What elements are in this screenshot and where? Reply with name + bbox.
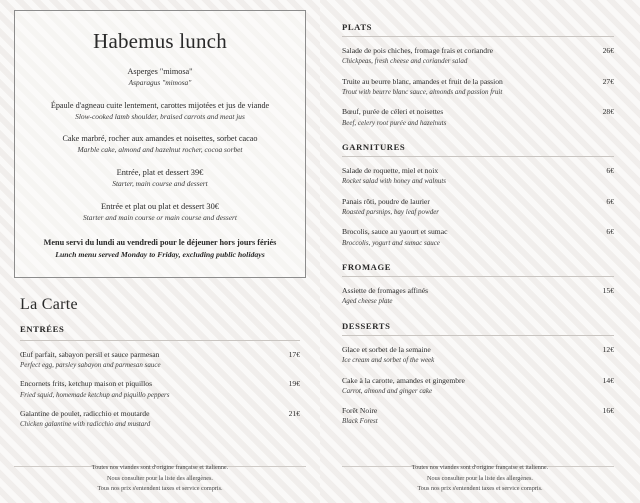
- menu-item: [342, 166, 614, 187]
- menu-item: [342, 376, 614, 397]
- lunch-price-2-fr: Entrée et plat ou plat et dessert 30€: [101, 201, 219, 211]
- menu-item-name-fr: Glace et sorbet de la semaine: [342, 344, 431, 354]
- menu-item: [342, 345, 614, 366]
- menu-item-price: 21€: [288, 409, 300, 419]
- menu-item-price: 14€: [602, 375, 614, 385]
- menu-item-name-fr: Salade de pois chiches, fromage frais et coriandre: [342, 46, 493, 55]
- section-desserts: [342, 321, 614, 427]
- lunch-course-3-en: Marble cake, almond and hazelnut rocher, cocoa sorbet: [77, 145, 243, 155]
- menu-item-name-fr: Bœuf, purée de céleri et noisettes: [342, 107, 444, 117]
- lunch-price-2-en: Starter and main course or main course and dessert: [83, 212, 237, 222]
- lunch-availability-note: [31, 237, 289, 261]
- footer-line-1: Toutes nos viandes sont d'origine française et italienne.: [91, 464, 229, 472]
- menu-item-price: 19€: [288, 379, 300, 389]
- section-plats: [342, 22, 614, 128]
- section-heading: DESSERTS: [342, 320, 391, 331]
- left-footer: [0, 463, 320, 495]
- section-divider: [342, 276, 614, 277]
- menu-item-name-fr: Salade de roquette, miel et noix: [342, 166, 439, 176]
- section-heading: PLATS: [342, 22, 373, 32]
- lunch-course-2-en: Slow-cooked lamb shoulder, braised carrots and meat jus: [75, 111, 245, 121]
- section-divider: [342, 335, 614, 336]
- section-heading: FROMAGE: [342, 262, 392, 273]
- carte-title: La Carte: [20, 295, 78, 313]
- lunch-title: Habemus lunch: [93, 29, 227, 53]
- menu-item-name-en: Ice cream and sorbet of the week: [342, 356, 435, 365]
- lunch-course-2-fr: Épaule d'agneau cuite lentement, carottes mijotées et jus de viande: [50, 100, 270, 110]
- right-column: [320, 0, 640, 503]
- menu-item: [20, 379, 300, 400]
- lunch-price-option-2: [31, 201, 289, 224]
- menu-item-name-fr: Encornets frits, ketchup maison et piquillos: [20, 379, 153, 389]
- menu-item-name-fr: Truite au beurre blanc, amandes et fruit de la passion: [342, 76, 503, 86]
- menu-item-name-en: Broccolis, yogurt and sumac sauce: [342, 238, 440, 247]
- lunch-course-1-fr: Asperges "mimosa": [127, 67, 193, 76]
- section-heading: GARNITURES: [342, 142, 406, 153]
- lunch-menu-box: [14, 10, 306, 278]
- menu-item-name-fr: Forêt Noire: [342, 406, 378, 416]
- menu-item-name-en: Fried squid, homemade ketchup and piquillo peppers: [20, 390, 170, 399]
- menu-item: [342, 107, 614, 128]
- menu-item-name-en: Trout with beurre blanc sauce, almonds and passion fruit: [342, 87, 503, 96]
- lunch-note-en: Lunch menu served Monday to Friday, excluding public holidays: [55, 250, 265, 260]
- footer-line-3: Tous nos prix s'entendent taxes et service compris.: [97, 485, 223, 493]
- lunch-note-fr: Menu servi du lundi au vendredi pour le déjeuner hors jours fériés: [43, 237, 277, 247]
- lunch-price-1-en: Starter, main course and dessert: [112, 179, 208, 189]
- menu-item: [342, 227, 614, 248]
- section-garnitures: [342, 142, 614, 248]
- menu-item-name-en: Chickpeas, fresh cheese and coriander salad: [342, 57, 468, 66]
- menu-item-name-en: Chicken galantine with radicchio and mustard: [20, 420, 151, 429]
- lunch-course-1-en: Asparagus "mimosa": [128, 77, 192, 87]
- menu-item-price: 6€: [606, 227, 614, 237]
- menu-item: [20, 409, 300, 430]
- menu-item: [20, 350, 300, 371]
- menu-item-name-fr: Galantine de poulet, radicchio et moutarde: [20, 409, 150, 419]
- menu-item: [342, 46, 614, 67]
- right-footer: [320, 463, 640, 495]
- menu-item-price: 27€: [602, 76, 614, 86]
- menu-item-name-en: Beef, celery root purée and hazelnuts: [342, 118, 447, 127]
- menu-item-name-en: Carrot, almond and ginger cake: [342, 386, 433, 395]
- footer-line-3: Tous nos prix s'entendent taxes et service compris.: [417, 485, 543, 493]
- menu-item-price: 6€: [606, 196, 614, 206]
- menu-item-price: 6€: [606, 166, 614, 176]
- menu-item: [342, 77, 614, 98]
- menu-item-name-en: Perfect egg, parsley sabayon and parmesan sauce: [20, 360, 161, 369]
- menu-item-name-fr: Brocolis, sauce au yaourt et sumac: [342, 227, 448, 237]
- section-heading: ENTRÉES: [20, 323, 65, 334]
- lunch-course-3-fr: Cake marbré, rocher aux amandes et noisettes, sorbet cacao: [62, 134, 258, 144]
- menu-item-name-en: Roasted parsnips, bay leaf powder: [342, 208, 440, 216]
- section-fromage: [342, 262, 614, 307]
- menu-item: [342, 286, 614, 307]
- menu-item-price: 12€: [602, 344, 614, 354]
- footer-line-2: Nous consulter pour la liste des allergènes.: [427, 474, 533, 482]
- footer-line-2: Nous consulter pour la liste des allergènes.: [107, 474, 213, 482]
- menu-item-name-en: Aged cheese plate: [342, 297, 393, 306]
- menu-item-price: 17€: [288, 349, 300, 359]
- menu-item-name-fr: Panais rôti, poudre de laurier: [342, 196, 430, 206]
- menu-item-price: 26€: [602, 46, 614, 55]
- carte-section-entrees: [14, 324, 306, 430]
- lunch-price-1-fr: Entrée, plat et dessert 39€: [116, 167, 204, 177]
- menu-item-name-en: Rocket salad with honey and walnuts: [342, 177, 447, 186]
- menu-item-name-fr: Assiette de fromages affinés: [342, 286, 429, 296]
- menu-item: [342, 197, 614, 218]
- menu-item-price: 15€: [602, 286, 614, 296]
- menu-item-name-fr: Œuf parfait, sabayon persil et sauce parmesan: [20, 349, 160, 359]
- menu-item-name-en: Black Forest: [342, 417, 378, 426]
- section-divider: [20, 340, 300, 341]
- footer-line-1: Toutes nos viandes sont d'origine française et italienne.: [411, 464, 549, 472]
- section-divider: [342, 156, 614, 157]
- menu-item-name-fr: Cake à la carotte, amandes et gingembre: [342, 375, 465, 385]
- lunch-price-option-1: [31, 167, 289, 190]
- menu-item: [342, 406, 614, 427]
- section-divider: [342, 36, 614, 37]
- menu-item-price: 28€: [602, 107, 614, 117]
- menu-item-price: 16€: [602, 406, 614, 416]
